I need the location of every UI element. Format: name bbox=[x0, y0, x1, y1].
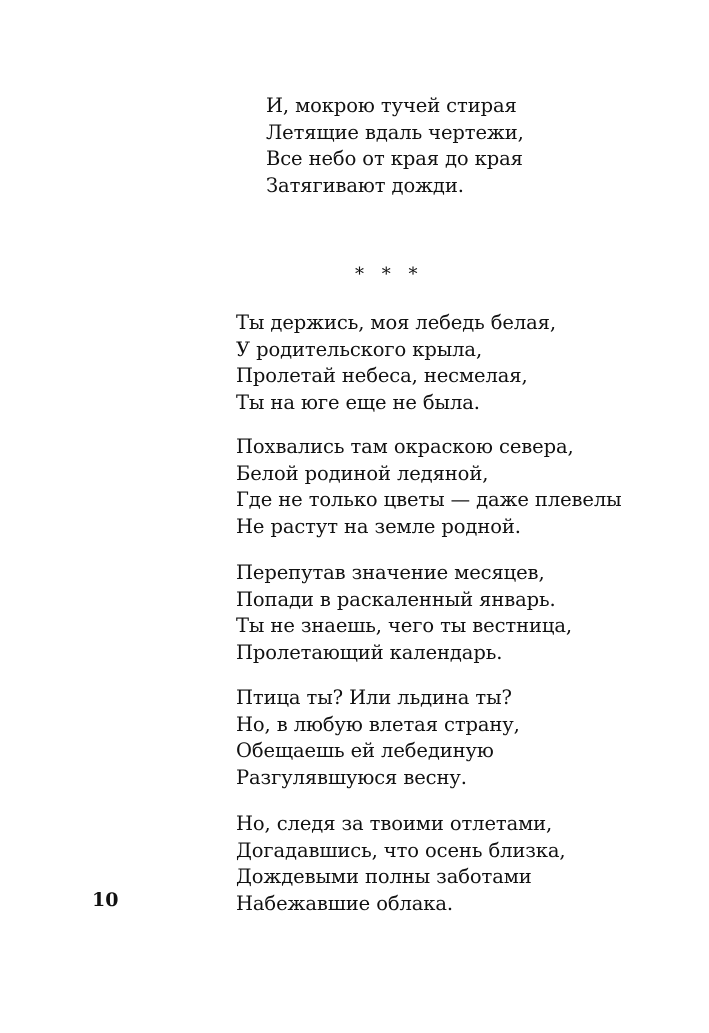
poem-line: И, мокрою тучей стирая bbox=[266, 94, 517, 117]
poem-line: Где не только цветы — даже плевелы bbox=[236, 488, 622, 511]
poem-line: У родительского крыла, bbox=[236, 337, 483, 361]
poem-line: Но, в любую влетая страну, bbox=[236, 712, 520, 736]
poem-line: Ты на юге еще не была. bbox=[236, 390, 480, 414]
poem-stanza-3 bbox=[236, 560, 572, 666]
poem-stanza-2 bbox=[236, 434, 622, 540]
poem-separator-asterisks: * * * bbox=[355, 264, 424, 285]
poem-stanza-1 bbox=[236, 310, 556, 416]
poem-line: Затягивают дожди. bbox=[266, 173, 464, 197]
poem-line: Не растут на земле родной. bbox=[236, 514, 521, 538]
poem-line: Попади в раскаленный январь. bbox=[236, 587, 556, 611]
page-number: 10 bbox=[92, 889, 119, 911]
poem-line: Обещаешь ей лебединую bbox=[236, 739, 494, 762]
poem-line: Разгулявшуюся весну. bbox=[236, 765, 467, 789]
poem-stanza-5 bbox=[236, 811, 566, 917]
poem-line: Ты держись, моя лебедь белая, bbox=[236, 311, 556, 334]
poem-line: Белой родиной ледяной, bbox=[236, 461, 489, 485]
poem-line: Ты не знаешь, чего ты вестница, bbox=[236, 614, 572, 637]
poem-line: Летящие вдаль чертежи, bbox=[266, 120, 524, 144]
previous-poem-ending-stanza bbox=[266, 93, 524, 199]
poem-line: Пролетающий календарь. bbox=[236, 640, 503, 664]
poem-line: Все небо от края до края bbox=[266, 147, 523, 170]
poem-stanza-4 bbox=[236, 685, 520, 791]
poem-line: Перепутав значение месяцев, bbox=[236, 561, 545, 584]
poem-line: Похвались там окраскою севера, bbox=[236, 435, 574, 458]
poem-line: Догадавшись, что осень близка, bbox=[236, 838, 566, 862]
poem-line: Набежавшие облака. bbox=[236, 891, 454, 915]
poem-line: Птица ты? Или льдина ты? bbox=[236, 686, 512, 709]
poem-line: Дождевыми полны заботами bbox=[236, 865, 532, 888]
poem-line: Но, следя за твоими отлетами, bbox=[236, 812, 553, 835]
poem-line: Пролетай небеса, несмелая, bbox=[236, 364, 528, 387]
